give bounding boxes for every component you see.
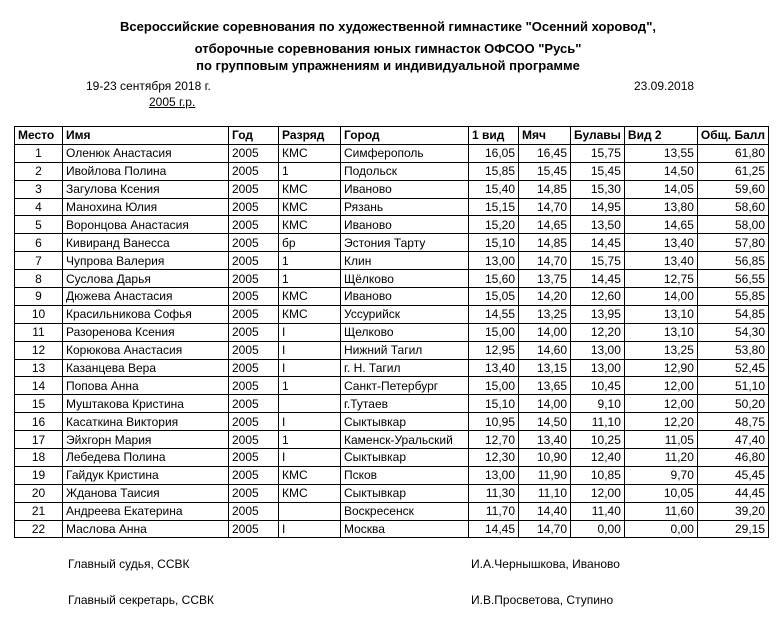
table-row — [15, 323, 769, 341]
cell-name: Муштакова Кристина — [63, 395, 229, 413]
cell-ball: 14,00 — [519, 323, 571, 341]
cell-city: Псков — [341, 466, 469, 484]
cell-clubs: 13,00 — [571, 359, 625, 377]
cell-event1: 15,20 — [469, 216, 519, 234]
cell-total: 53,80 — [697, 341, 768, 359]
cell-name: Маслова Анна — [63, 520, 229, 538]
cell-name: Дюжева Анастасия — [63, 288, 229, 306]
cell-ball: 14,70 — [519, 198, 571, 216]
cell-year: 2005 — [229, 431, 279, 449]
cell-ball: 10,90 — [519, 449, 571, 467]
cell-ball: 11,10 — [519, 484, 571, 502]
table-row — [15, 341, 769, 359]
cell-event1: 14,55 — [469, 305, 519, 323]
cell-clubs: 12,40 — [571, 449, 625, 467]
cell-city: Иваново — [341, 216, 469, 234]
cell-place: 9 — [15, 288, 63, 306]
cell-place: 13 — [15, 359, 63, 377]
cell-total: 56,55 — [697, 270, 768, 288]
cell-name: Касаткина Виктория — [63, 413, 229, 431]
cell-ball: 14,70 — [519, 252, 571, 270]
column-header-city: Город — [341, 127, 469, 145]
column-header-event2: Вид 2 — [624, 127, 697, 145]
cell-event2: 14,00 — [624, 288, 697, 306]
column-header-year: Год — [229, 127, 279, 145]
column-header-rank: Разряд — [279, 127, 341, 145]
table-row — [15, 413, 769, 431]
title-line-1: Всероссийские соревнования по художественной гимнастике "Осенний хоровод", — [120, 19, 656, 34]
cell-event2: 13,80 — [624, 198, 697, 216]
chief-judge-name: И.А.Чернышкова, Иваново — [471, 557, 620, 571]
cell-name: Попова Анна — [63, 377, 229, 395]
cell-name: Жданова Таисия — [63, 484, 229, 502]
cell-event2: 13,40 — [624, 252, 697, 270]
cell-city: Симферополь — [341, 144, 469, 162]
cell-ball: 13,75 — [519, 270, 571, 288]
cell-total: 58,60 — [697, 198, 768, 216]
cell-clubs: 15,75 — [571, 252, 625, 270]
title-line-2: отборочные соревнования юных гимнасток ОФСОО "Русь" — [194, 41, 582, 56]
cell-event2: 12,20 — [624, 413, 697, 431]
table-row — [15, 288, 769, 306]
cell-rank: 1 — [279, 252, 341, 270]
cell-total: 39,20 — [697, 502, 768, 520]
cell-clubs: 10,45 — [571, 377, 625, 395]
chief-secretary-label: Главный секретарь, ССВК — [68, 593, 214, 607]
cell-event1: 15,05 — [469, 288, 519, 306]
table-row — [15, 234, 769, 252]
cell-ball: 13,40 — [519, 431, 571, 449]
cell-event2: 13,10 — [624, 305, 697, 323]
cell-place: 22 — [15, 520, 63, 538]
table-row — [15, 180, 769, 198]
column-header-place: Место — [15, 127, 63, 145]
cell-event2: 10,05 — [624, 484, 697, 502]
table-header-row — [15, 127, 769, 145]
cell-event2: 11,60 — [624, 502, 697, 520]
cell-event1: 15,15 — [469, 198, 519, 216]
cell-clubs: 0,00 — [571, 520, 625, 538]
cell-name: Загулова Ксения — [63, 180, 229, 198]
cell-ball: 14,85 — [519, 180, 571, 198]
cell-year: 2005 — [229, 144, 279, 162]
cell-city: Москва — [341, 520, 469, 538]
cell-rank: I — [279, 323, 341, 341]
cell-city: Нижний Тагил — [341, 341, 469, 359]
cell-rank — [279, 395, 341, 413]
cell-rank: 1 — [279, 162, 341, 180]
cell-ball: 11,90 — [519, 466, 571, 484]
cell-city: Рязань — [341, 198, 469, 216]
cell-total: 61,80 — [697, 144, 768, 162]
cell-name: Кивиранд Ванесса — [63, 234, 229, 252]
table-row — [15, 270, 769, 288]
column-header-event1: 1 вид — [469, 127, 519, 145]
cell-year: 2005 — [229, 216, 279, 234]
cell-ball: 13,15 — [519, 359, 571, 377]
cell-event1: 16,05 — [469, 144, 519, 162]
cell-clubs: 13,00 — [571, 341, 625, 359]
cell-event2: 11,05 — [624, 431, 697, 449]
cell-ball: 14,60 — [519, 341, 571, 359]
cell-event2: 9,70 — [624, 466, 697, 484]
cell-name: Чупрова Валерия — [63, 252, 229, 270]
cell-rank: КМС — [279, 288, 341, 306]
cell-place: 18 — [15, 449, 63, 467]
cell-clubs: 12,20 — [571, 323, 625, 341]
cell-event1: 15,10 — [469, 234, 519, 252]
cell-city: Каменск-Уральский — [341, 431, 469, 449]
cell-clubs: 13,50 — [571, 216, 625, 234]
cell-clubs: 14,95 — [571, 198, 625, 216]
cell-total: 46,80 — [697, 449, 768, 467]
cell-event1: 12,30 — [469, 449, 519, 467]
cell-year: 2005 — [229, 377, 279, 395]
cell-rank: КМС — [279, 144, 341, 162]
cell-place: 15 — [15, 395, 63, 413]
cell-city: Уссурийск — [341, 305, 469, 323]
cell-city: Сыктывкар — [341, 413, 469, 431]
cell-city: Сыктывкар — [341, 449, 469, 467]
cell-total: 45,45 — [697, 466, 768, 484]
cell-place: 1 — [15, 144, 63, 162]
column-header-name: Имя — [63, 127, 229, 145]
cell-total: 52,45 — [697, 359, 768, 377]
cell-event1: 15,00 — [469, 323, 519, 341]
cell-event1: 13,00 — [469, 252, 519, 270]
cell-event1: 15,10 — [469, 395, 519, 413]
year-group: 2005 г.р. — [149, 95, 196, 109]
cell-place: 14 — [15, 377, 63, 395]
cell-place: 11 — [15, 323, 63, 341]
cell-name: Эйхгорн Мария — [63, 431, 229, 449]
cell-name: Манохина Юлия — [63, 198, 229, 216]
cell-year: 2005 — [229, 180, 279, 198]
cell-total: 59,60 — [697, 180, 768, 198]
cell-city: Клин — [341, 252, 469, 270]
cell-name: Ивойлова Полина — [63, 162, 229, 180]
cell-rank: I — [279, 359, 341, 377]
cell-clubs: 12,60 — [571, 288, 625, 306]
cell-total: 51,10 — [697, 377, 768, 395]
cell-city: Санкт-Петербург — [341, 377, 469, 395]
cell-event2: 14,05 — [624, 180, 697, 198]
table-row — [15, 431, 769, 449]
cell-name: Корюкова Анастасия — [63, 341, 229, 359]
cell-event2: 12,75 — [624, 270, 697, 288]
cell-year: 2005 — [229, 395, 279, 413]
cell-year: 2005 — [229, 234, 279, 252]
cell-year: 2005 — [229, 323, 279, 341]
cell-year: 2005 — [229, 252, 279, 270]
cell-event2: 13,25 — [624, 341, 697, 359]
cell-clubs: 11,10 — [571, 413, 625, 431]
cell-ball: 14,20 — [519, 288, 571, 306]
cell-ball: 14,85 — [519, 234, 571, 252]
cell-total: 44,45 — [697, 484, 768, 502]
cell-event1: 13,40 — [469, 359, 519, 377]
cell-clubs: 10,85 — [571, 466, 625, 484]
cell-name: Воронцова Анастасия — [63, 216, 229, 234]
cell-total: 54,30 — [697, 323, 768, 341]
cell-city: Щёлково — [341, 270, 469, 288]
cell-place: 21 — [15, 502, 63, 520]
cell-rank: КМС — [279, 216, 341, 234]
table-row — [15, 377, 769, 395]
cell-place: 20 — [15, 484, 63, 502]
cell-place: 3 — [15, 180, 63, 198]
table-row — [15, 198, 769, 216]
cell-ball: 13,25 — [519, 305, 571, 323]
cell-city: Воскресенск — [341, 502, 469, 520]
cell-event1: 11,70 — [469, 502, 519, 520]
cell-place: 4 — [15, 198, 63, 216]
cell-total: 56,85 — [697, 252, 768, 270]
cell-event2: 12,00 — [624, 395, 697, 413]
cell-event1: 11,30 — [469, 484, 519, 502]
table-row — [15, 502, 769, 520]
cell-event1: 15,85 — [469, 162, 519, 180]
cell-ball: 13,65 — [519, 377, 571, 395]
cell-ball: 15,45 — [519, 162, 571, 180]
cell-city: Сыктывкар — [341, 484, 469, 502]
cell-total: 48,75 — [697, 413, 768, 431]
cell-rank: I — [279, 449, 341, 467]
table-row — [15, 252, 769, 270]
cell-total: 47,40 — [697, 431, 768, 449]
cell-year: 2005 — [229, 520, 279, 538]
cell-rank — [279, 502, 341, 520]
cell-rank: 1 — [279, 377, 341, 395]
chief-judge-label: Главный судья, ССВК — [68, 557, 190, 571]
cell-place: 19 — [15, 466, 63, 484]
title-line-3: по групповым упражнениям и индивидуальной программе — [196, 58, 580, 73]
cell-event2: 13,10 — [624, 323, 697, 341]
table-row — [15, 449, 769, 467]
cell-clubs: 9,10 — [571, 395, 625, 413]
cell-year: 2005 — [229, 359, 279, 377]
cell-city: г. Н. Тагил — [341, 359, 469, 377]
cell-clubs: 11,40 — [571, 502, 625, 520]
cell-event1: 14,45 — [469, 520, 519, 538]
cell-ball: 14,50 — [519, 413, 571, 431]
table-row — [15, 144, 769, 162]
cell-place: 12 — [15, 341, 63, 359]
cell-year: 2005 — [229, 305, 279, 323]
cell-rank: КМС — [279, 180, 341, 198]
cell-place: 5 — [15, 216, 63, 234]
cell-year: 2005 — [229, 449, 279, 467]
table-row — [15, 305, 769, 323]
cell-event1: 13,00 — [469, 466, 519, 484]
cell-name: Суслова Дарья — [63, 270, 229, 288]
table-row — [15, 162, 769, 180]
results-table — [14, 126, 769, 538]
cell-year: 2005 — [229, 484, 279, 502]
cell-rank: бр — [279, 234, 341, 252]
cell-place: 17 — [15, 431, 63, 449]
cell-year: 2005 — [229, 162, 279, 180]
table-row — [15, 216, 769, 234]
cell-rank: I — [279, 520, 341, 538]
cell-ball: 14,00 — [519, 395, 571, 413]
table-row — [15, 520, 769, 538]
cell-place: 8 — [15, 270, 63, 288]
cell-ball: 14,70 — [519, 520, 571, 538]
table-body — [15, 144, 769, 538]
chief-secretary-name: И.В.Просветова, Ступино — [471, 593, 614, 607]
cell-rank: 1 — [279, 270, 341, 288]
cell-rank: 1 — [279, 431, 341, 449]
cell-name: Красильникова Софья — [63, 305, 229, 323]
cell-clubs: 15,30 — [571, 180, 625, 198]
cell-city: Подольск — [341, 162, 469, 180]
cell-total: 55,85 — [697, 288, 768, 306]
cell-clubs: 12,00 — [571, 484, 625, 502]
cell-clubs: 14,45 — [571, 270, 625, 288]
cell-event1: 15,60 — [469, 270, 519, 288]
cell-event2: 13,55 — [624, 144, 697, 162]
cell-clubs: 13,95 — [571, 305, 625, 323]
cell-city: Эстония Тарту — [341, 234, 469, 252]
column-header-clubs: Булавы — [571, 127, 625, 145]
competition-dates: 19-23 сентября 2018 г. — [86, 79, 211, 93]
cell-name: Гайдук Кристина — [63, 466, 229, 484]
cell-rank: КМС — [279, 466, 341, 484]
cell-year: 2005 — [229, 198, 279, 216]
cell-ball: 16,45 — [519, 144, 571, 162]
table-row — [15, 395, 769, 413]
cell-name: Оленюк Анастасия — [63, 144, 229, 162]
cell-total: 57,80 — [697, 234, 768, 252]
cell-rank: КМС — [279, 484, 341, 502]
cell-total: 29,15 — [697, 520, 768, 538]
cell-city: Щелково — [341, 323, 469, 341]
cell-event2: 0,00 — [624, 520, 697, 538]
cell-place: 2 — [15, 162, 63, 180]
cell-year: 2005 — [229, 270, 279, 288]
report-date: 23.09.2018 — [634, 79, 695, 93]
cell-clubs: 15,45 — [571, 162, 625, 180]
cell-name: Разоренова Ксения — [63, 323, 229, 341]
cell-event2: 11,20 — [624, 449, 697, 467]
cell-clubs: 14,45 — [571, 234, 625, 252]
cell-rank: КМС — [279, 198, 341, 216]
cell-total: 54,85 — [697, 305, 768, 323]
cell-ball: 14,65 — [519, 216, 571, 234]
cell-year: 2005 — [229, 288, 279, 306]
cell-clubs: 10,25 — [571, 431, 625, 449]
cell-year: 2005 — [229, 341, 279, 359]
cell-event1: 15,40 — [469, 180, 519, 198]
cell-name: Андреева Екатерина — [63, 502, 229, 520]
cell-total: 61,25 — [697, 162, 768, 180]
cell-event1: 12,70 — [469, 431, 519, 449]
cell-event1: 15,00 — [469, 377, 519, 395]
cell-rank: I — [279, 341, 341, 359]
cell-ball: 14,40 — [519, 502, 571, 520]
cell-event2: 12,00 — [624, 377, 697, 395]
cell-event2: 14,65 — [624, 216, 697, 234]
cell-city: Иваново — [341, 288, 469, 306]
table-row — [15, 359, 769, 377]
table-row — [15, 466, 769, 484]
cell-total: 58,00 — [697, 216, 768, 234]
cell-total: 50,20 — [697, 395, 768, 413]
cell-city: Иваново — [341, 180, 469, 198]
cell-event2: 13,40 — [624, 234, 697, 252]
cell-rank: I — [279, 413, 341, 431]
cell-event1: 12,95 — [469, 341, 519, 359]
column-header-ball: Мяч — [519, 127, 571, 145]
cell-year: 2005 — [229, 502, 279, 520]
cell-name: Казанцева Вера — [63, 359, 229, 377]
column-header-total: Общ. Балл — [697, 127, 768, 145]
cell-event1: 10,95 — [469, 413, 519, 431]
cell-event2: 14,50 — [624, 162, 697, 180]
cell-event2: 12,90 — [624, 359, 697, 377]
cell-place: 6 — [15, 234, 63, 252]
cell-year: 2005 — [229, 413, 279, 431]
cell-name: Лебедева Полина — [63, 449, 229, 467]
cell-year: 2005 — [229, 466, 279, 484]
cell-place: 10 — [15, 305, 63, 323]
cell-clubs: 15,75 — [571, 144, 625, 162]
cell-place: 16 — [15, 413, 63, 431]
table-row — [15, 484, 769, 502]
cell-rank: КМС — [279, 305, 341, 323]
cell-place: 7 — [15, 252, 63, 270]
cell-city: г.Тутаев — [341, 395, 469, 413]
